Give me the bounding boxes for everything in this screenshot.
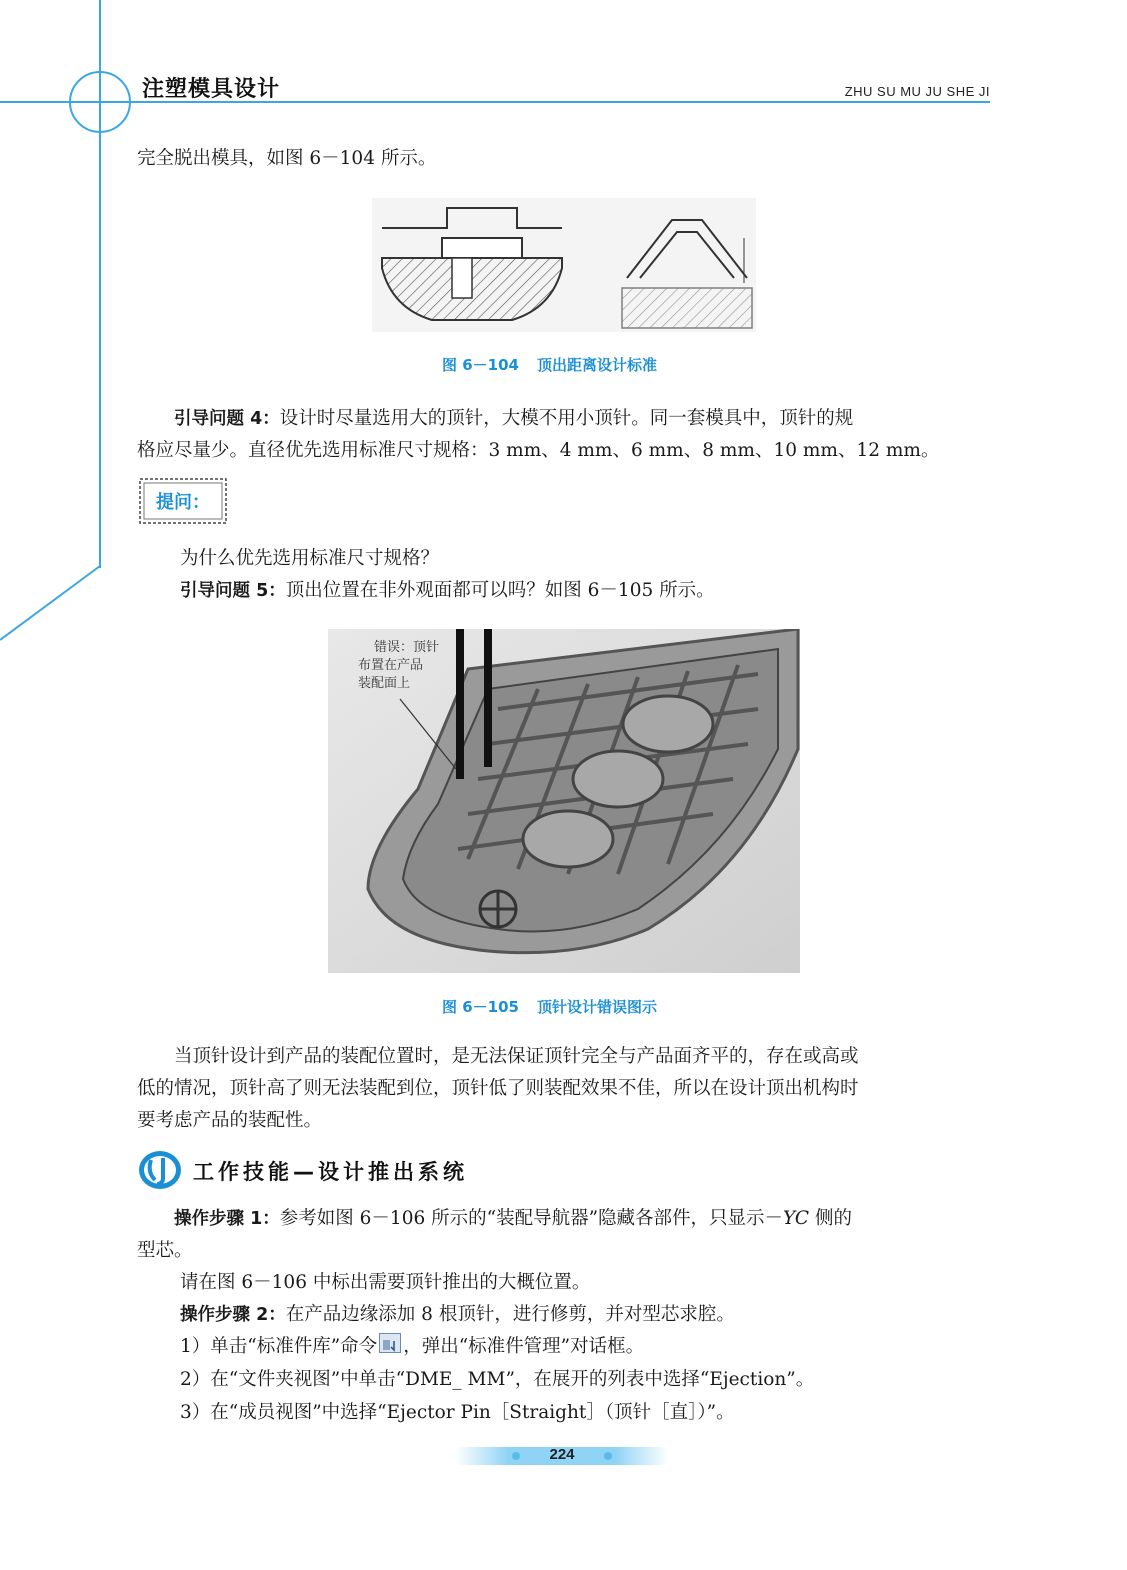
figure-105-caption [442, 996, 657, 1017]
figure-105-annotation-line1: 错误：顶针 [374, 640, 440, 655]
explanation-line2: 低的情况，顶针高了则无法装配到位，顶针低了则装配效果不佳，所以在设计顶出机构时 [137, 1078, 859, 1099]
figure-104-image [372, 198, 756, 332]
explanation-line1: 当顶针设计到产品的装配位置时，是无法保证顶针完全与产品面齐平的，存在或高或 [174, 1046, 859, 1067]
question5-text: 顶出位置在非外观面都可以吗？如图 6－105 所示。 [285, 580, 715, 601]
step1-line1 [137, 1203, 997, 1235]
step1-text-b: 侧的 [809, 1208, 852, 1229]
question4-line2: 格应尽量少。直径优先选用标准尺寸规格：3 mm、4 mm、6 mm、8 mm、10 mm、12 mm。 [137, 440, 940, 461]
section-heading [137, 1148, 637, 1194]
substep-1 [180, 1331, 644, 1363]
ask-box-label: 提问： [156, 492, 210, 513]
substep-2: 2）在“文件夹视图”中单击“DME_ MM”，在展开的列表中选择“Ejection”。 [180, 1369, 815, 1390]
step1-yc: YC [783, 1208, 810, 1229]
ask-question: 为什么优先选用标准尺寸规格？ [180, 548, 440, 569]
figure-105-image [328, 629, 800, 973]
question5-label: 引导问题 5： [180, 581, 286, 601]
page-number-band [456, 1442, 668, 1470]
question4-label: 引导问题 4： [174, 409, 280, 429]
question4-line1 [137, 403, 997, 435]
explanation-line3: 要考虑产品的装配性。 [137, 1110, 323, 1131]
figure-105-number: 图 6－105 [442, 998, 519, 1016]
figure-104-caption [442, 354, 657, 375]
substep-1-text-a: 1）单击“标准件库”命令 [180, 1336, 378, 1357]
substep-3: 3）在“成员视图”中选择“Ejector Pin［Straight］（顶针［直］）”。 [180, 1402, 735, 1423]
ask-box [137, 476, 229, 526]
figure-104-title: 顶出距离设计标准 [536, 356, 657, 374]
page-number: 224 [549, 1446, 575, 1463]
question5-line [180, 575, 715, 607]
section-icon [137, 1148, 183, 1192]
step1-task: 请在图 6－106 中标出需要顶针推出的大概位置。 [180, 1272, 591, 1293]
step2-text: 在产品边缘添加 8 根顶针，进行修剪，并对型芯求腔。 [285, 1304, 735, 1325]
step1-label: 操作步骤 1： [174, 1209, 280, 1229]
figure-105-annotation-line2: 布置在产品 [358, 658, 424, 673]
intro-line: 完全脱出模具，如图 6－104 所示。 [137, 148, 437, 169]
header-book-title: 注塑模具设计 [142, 77, 281, 102]
figure-105-annotation-line3: 装配面上 [358, 676, 411, 691]
figure-104-number: 图 6－104 [442, 356, 519, 374]
step2-line [180, 1299, 735, 1331]
step1-line2: 型芯。 [137, 1240, 193, 1261]
question4-text1: 设计时尽量选用大的顶针，大模不用小顶针。同一套模具中，顶针的规 [279, 408, 854, 429]
step2-label: 操作步骤 2： [180, 1305, 286, 1325]
section-title: 工作技能—设计推出系统 [193, 1160, 468, 1184]
header-pinyin: ZHU SU MU JU SHE JI [844, 84, 990, 99]
step1-text-a: 参考如图 6－106 所示的“装配导航器”隐藏各部件，只显示－ [279, 1208, 784, 1229]
figure-105-title: 顶针设计错误图示 [536, 998, 657, 1016]
substep-1-text-b: ，弹出“标准件管理”对话框。 [403, 1336, 645, 1357]
standard-parts-library-icon [379, 1333, 401, 1353]
